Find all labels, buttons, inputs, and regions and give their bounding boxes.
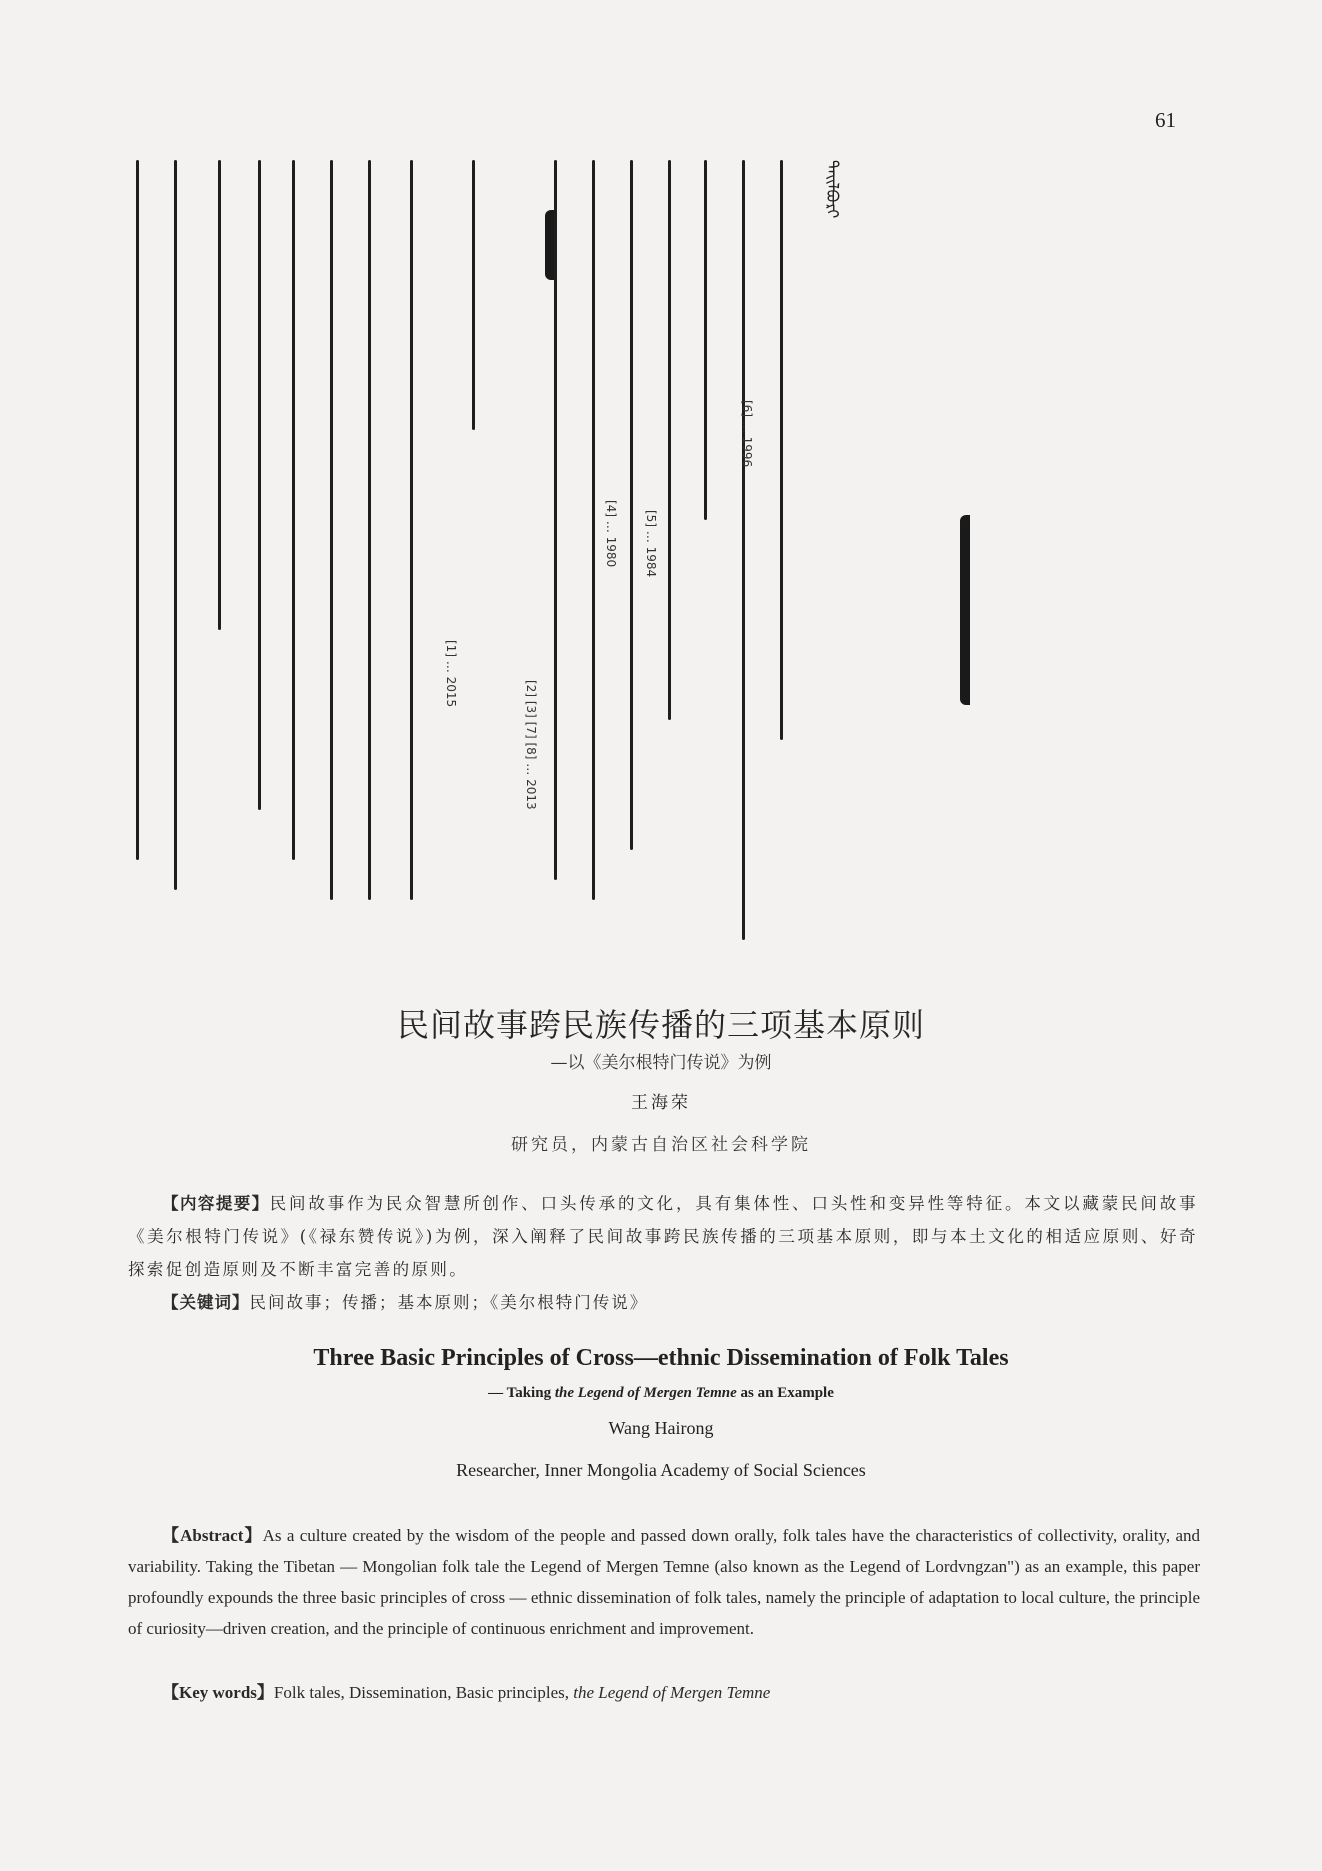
mongolian-reference-note: [5] … 1984 [644, 510, 658, 578]
mongolian-line [464, 160, 482, 430]
english-subtitle-suffix: as an Example [736, 1385, 834, 1401]
mongolian-line [734, 160, 752, 940]
english-title: Three Basic Principles of Cross—ethnic Dissemination of Folk Tales [313, 1345, 1009, 1371]
mongolian-reference-note: [6] … 1996 [740, 400, 754, 468]
mongolian-section-mark [545, 210, 578, 280]
chinese-author: 王海荣 [631, 1093, 691, 1113]
mongolian-line [584, 160, 602, 900]
chinese-affiliation: 研究员，内蒙古自治区社会科学院 [511, 1135, 811, 1155]
mongolian-line [284, 160, 302, 860]
mongolian-line [660, 160, 678, 720]
mongolian-line [166, 160, 184, 890]
english-subtitle-prefix: — Taking [488, 1385, 555, 1401]
mongolian-line [128, 160, 146, 860]
mongolian-line [210, 160, 228, 630]
english-abstract-text: As a culture created by the wisdom of the people and passed down orally, folk tales have the characteristics of collectivity, orality, and variability. Taking the Tibetan — Mongolian folk tale the Legend of Mergen Temne (also known as the Legend of Lordvngzan") as an example, this paper profoundly expounds the three basic principles of cross — ethnic dissemination of folk tales, namely the principle of adaptation to local culture, the principle of curiosity—driven creation, and the principle of continuous enrichment and improvement. [128, 1526, 1200, 1638]
chinese-abstract [128, 1187, 1198, 1286]
chinese-title: 民间故事跨民族传播的三项基本原则 [396, 1006, 925, 1044]
chinese-keywords-label: 【关键词】 [162, 1293, 250, 1312]
chinese-abstract-label: 【内容提要】 [162, 1194, 270, 1213]
mongolian-references-heading [960, 515, 1006, 705]
mongolian-reference-note: [2] [3] [7] [8] … 2013 [524, 680, 538, 810]
english-keywords-label: 【Key words】 [162, 1683, 274, 1702]
english-abstract [128, 1520, 1200, 1644]
mongolian-line [622, 160, 640, 850]
chinese-keywords-text: 民间故事；传播；基本原则；《美尔根特门传说》 [249, 1293, 649, 1312]
english-keywords [162, 1677, 770, 1708]
chinese-keywords [162, 1286, 648, 1319]
page-number: 61 [1155, 108, 1176, 132]
english-keywords-italic: the Legend of Mergen Temne [573, 1683, 771, 1702]
english-subtitle-italic: the Legend of Mergen Temne [554, 1385, 737, 1401]
chinese-subtitle: —以《美尔根特门传说》为例 [550, 1053, 772, 1073]
chinese-abstract-text: 民间故事作为民众智慧所创作、口头传承的文化，具有集体性、口头性和变异性等特征。本文以藏蒙民间故事《美尔根特门传说》(《禄东赞传说》)为例，深入阐释了民间故事跨民族传播的三项基本原则，即与本土文化的相适应原则、好奇探索促创造原则及不断丰富完善的原则。 [128, 1194, 1199, 1279]
mongolian-line [322, 160, 340, 900]
english-affiliation: Researcher, Inner Mongolia Academy of Social Sciences [456, 1460, 866, 1480]
mongolian-line [696, 160, 714, 520]
english-author: Wang Hairong [608, 1418, 714, 1438]
english-keywords-plain: Folk tales, Dissemination, Basic principles, [273, 1683, 574, 1702]
mongolian-reference-note: [4] … 1980 [604, 500, 618, 568]
mongolian-line [250, 160, 268, 810]
english-abstract-label: 【Abstract】 [162, 1526, 263, 1545]
mongolian-line [402, 160, 420, 900]
mongolian-line [360, 160, 378, 900]
mongolian-references-title: ᠲᠠᠢᠯᠪᠤᠷᠢ [823, 160, 842, 219]
mongolian-reference-note: [1] … 2015 [444, 640, 458, 708]
mongolian-line [772, 160, 790, 740]
english-subtitle [0, 1385, 1322, 1402]
